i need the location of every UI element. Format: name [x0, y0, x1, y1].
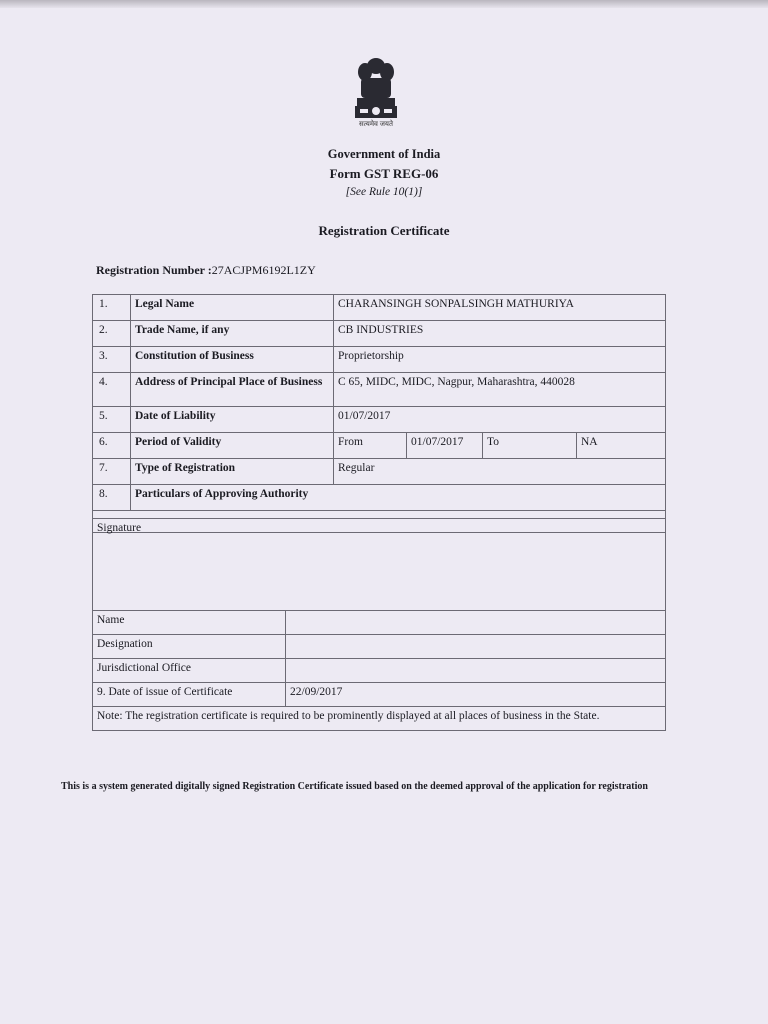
certificate-title: Registration Certificate [318, 223, 450, 238]
registration-number-value: 27ACJPM6192L1ZY [211, 263, 316, 277]
name-value [286, 611, 666, 635]
constitution-value: Proprietorship [334, 347, 666, 373]
row-number: 3. [93, 347, 131, 373]
table-row [93, 519, 666, 611]
designation-value [286, 635, 666, 659]
registration-details-table [92, 294, 666, 533]
issue-date-value: 22/09/2017 [286, 683, 666, 707]
display-note: Note: The registration certificate is required to be prominently displayed at all places of business in the State. [93, 707, 666, 731]
table-row [93, 635, 666, 659]
row-number: 4. [93, 373, 131, 407]
table-row [93, 433, 666, 459]
table-row [93, 321, 666, 347]
row-label: Trade Name, if any [131, 321, 334, 347]
table-row [93, 611, 666, 635]
row-number: 1. [93, 295, 131, 321]
jurisdictional-office-value [286, 659, 666, 683]
row-number: 5. [93, 407, 131, 433]
designation-label: Designation [93, 635, 286, 659]
approving-authority-table [92, 518, 666, 731]
row-label: Legal Name [131, 295, 334, 321]
validity-from-label: From [334, 433, 407, 459]
approving-authority-heading: Particulars of Approving Authority [131, 485, 666, 511]
legal-name-value: CHARANSINGH SONPALSINGH MATHURIYA [334, 295, 666, 321]
table-row [93, 373, 666, 407]
jurisdictional-office-label: Jurisdictional Office [93, 659, 286, 683]
table-row [93, 485, 666, 511]
table-row [93, 707, 666, 731]
table-row [93, 459, 666, 485]
registration-number-label: Registration Number : [96, 263, 212, 277]
emblem-motto: सत्यमेव जयते [359, 120, 393, 128]
issue-date-label: 9. Date of issue of Certificate [93, 683, 286, 707]
registration-number [96, 263, 316, 278]
trade-name-value: CB INDUSTRIES [334, 321, 666, 347]
row-number: 2. [93, 321, 131, 347]
government-heading: Government of India [327, 147, 441, 161]
row-label: Constitution of Business [131, 347, 334, 373]
liability-date-value: 01/07/2017 [334, 407, 666, 433]
row-label: Type of Registration [131, 459, 334, 485]
registration-type-value: Regular [334, 459, 666, 485]
table-row [93, 659, 666, 683]
table-row [93, 347, 666, 373]
system-generated-note: This is a system generated digitally signed Registration Certificate issued based on the deemed approval of the application for registration [61, 781, 648, 792]
validity-to-label: To [483, 433, 577, 459]
name-label: Name [93, 611, 286, 635]
signature-label: Signature [93, 519, 666, 611]
rule-reference: [See Rule 10(1)] [345, 186, 423, 198]
page-top-edge [0, 0, 768, 8]
table-row [93, 683, 666, 707]
row-number: 6. [93, 433, 131, 459]
row-label: Period of Validity [131, 433, 334, 459]
table-row [93, 295, 666, 321]
row-number: 8. [93, 485, 131, 511]
address-value: C 65, MIDC, MIDC, Nagpur, Maharashtra, 440028 [334, 373, 666, 407]
validity-to-value: NA [577, 433, 666, 459]
form-heading: Form GST REG-06 [329, 166, 439, 181]
row-label: Address of Principal Place of Business [131, 373, 334, 407]
table-row [93, 407, 666, 433]
validity-from-value: 01/07/2017 [407, 433, 483, 459]
row-label: Date of Liability [131, 407, 334, 433]
row-number: 7. [93, 459, 131, 485]
